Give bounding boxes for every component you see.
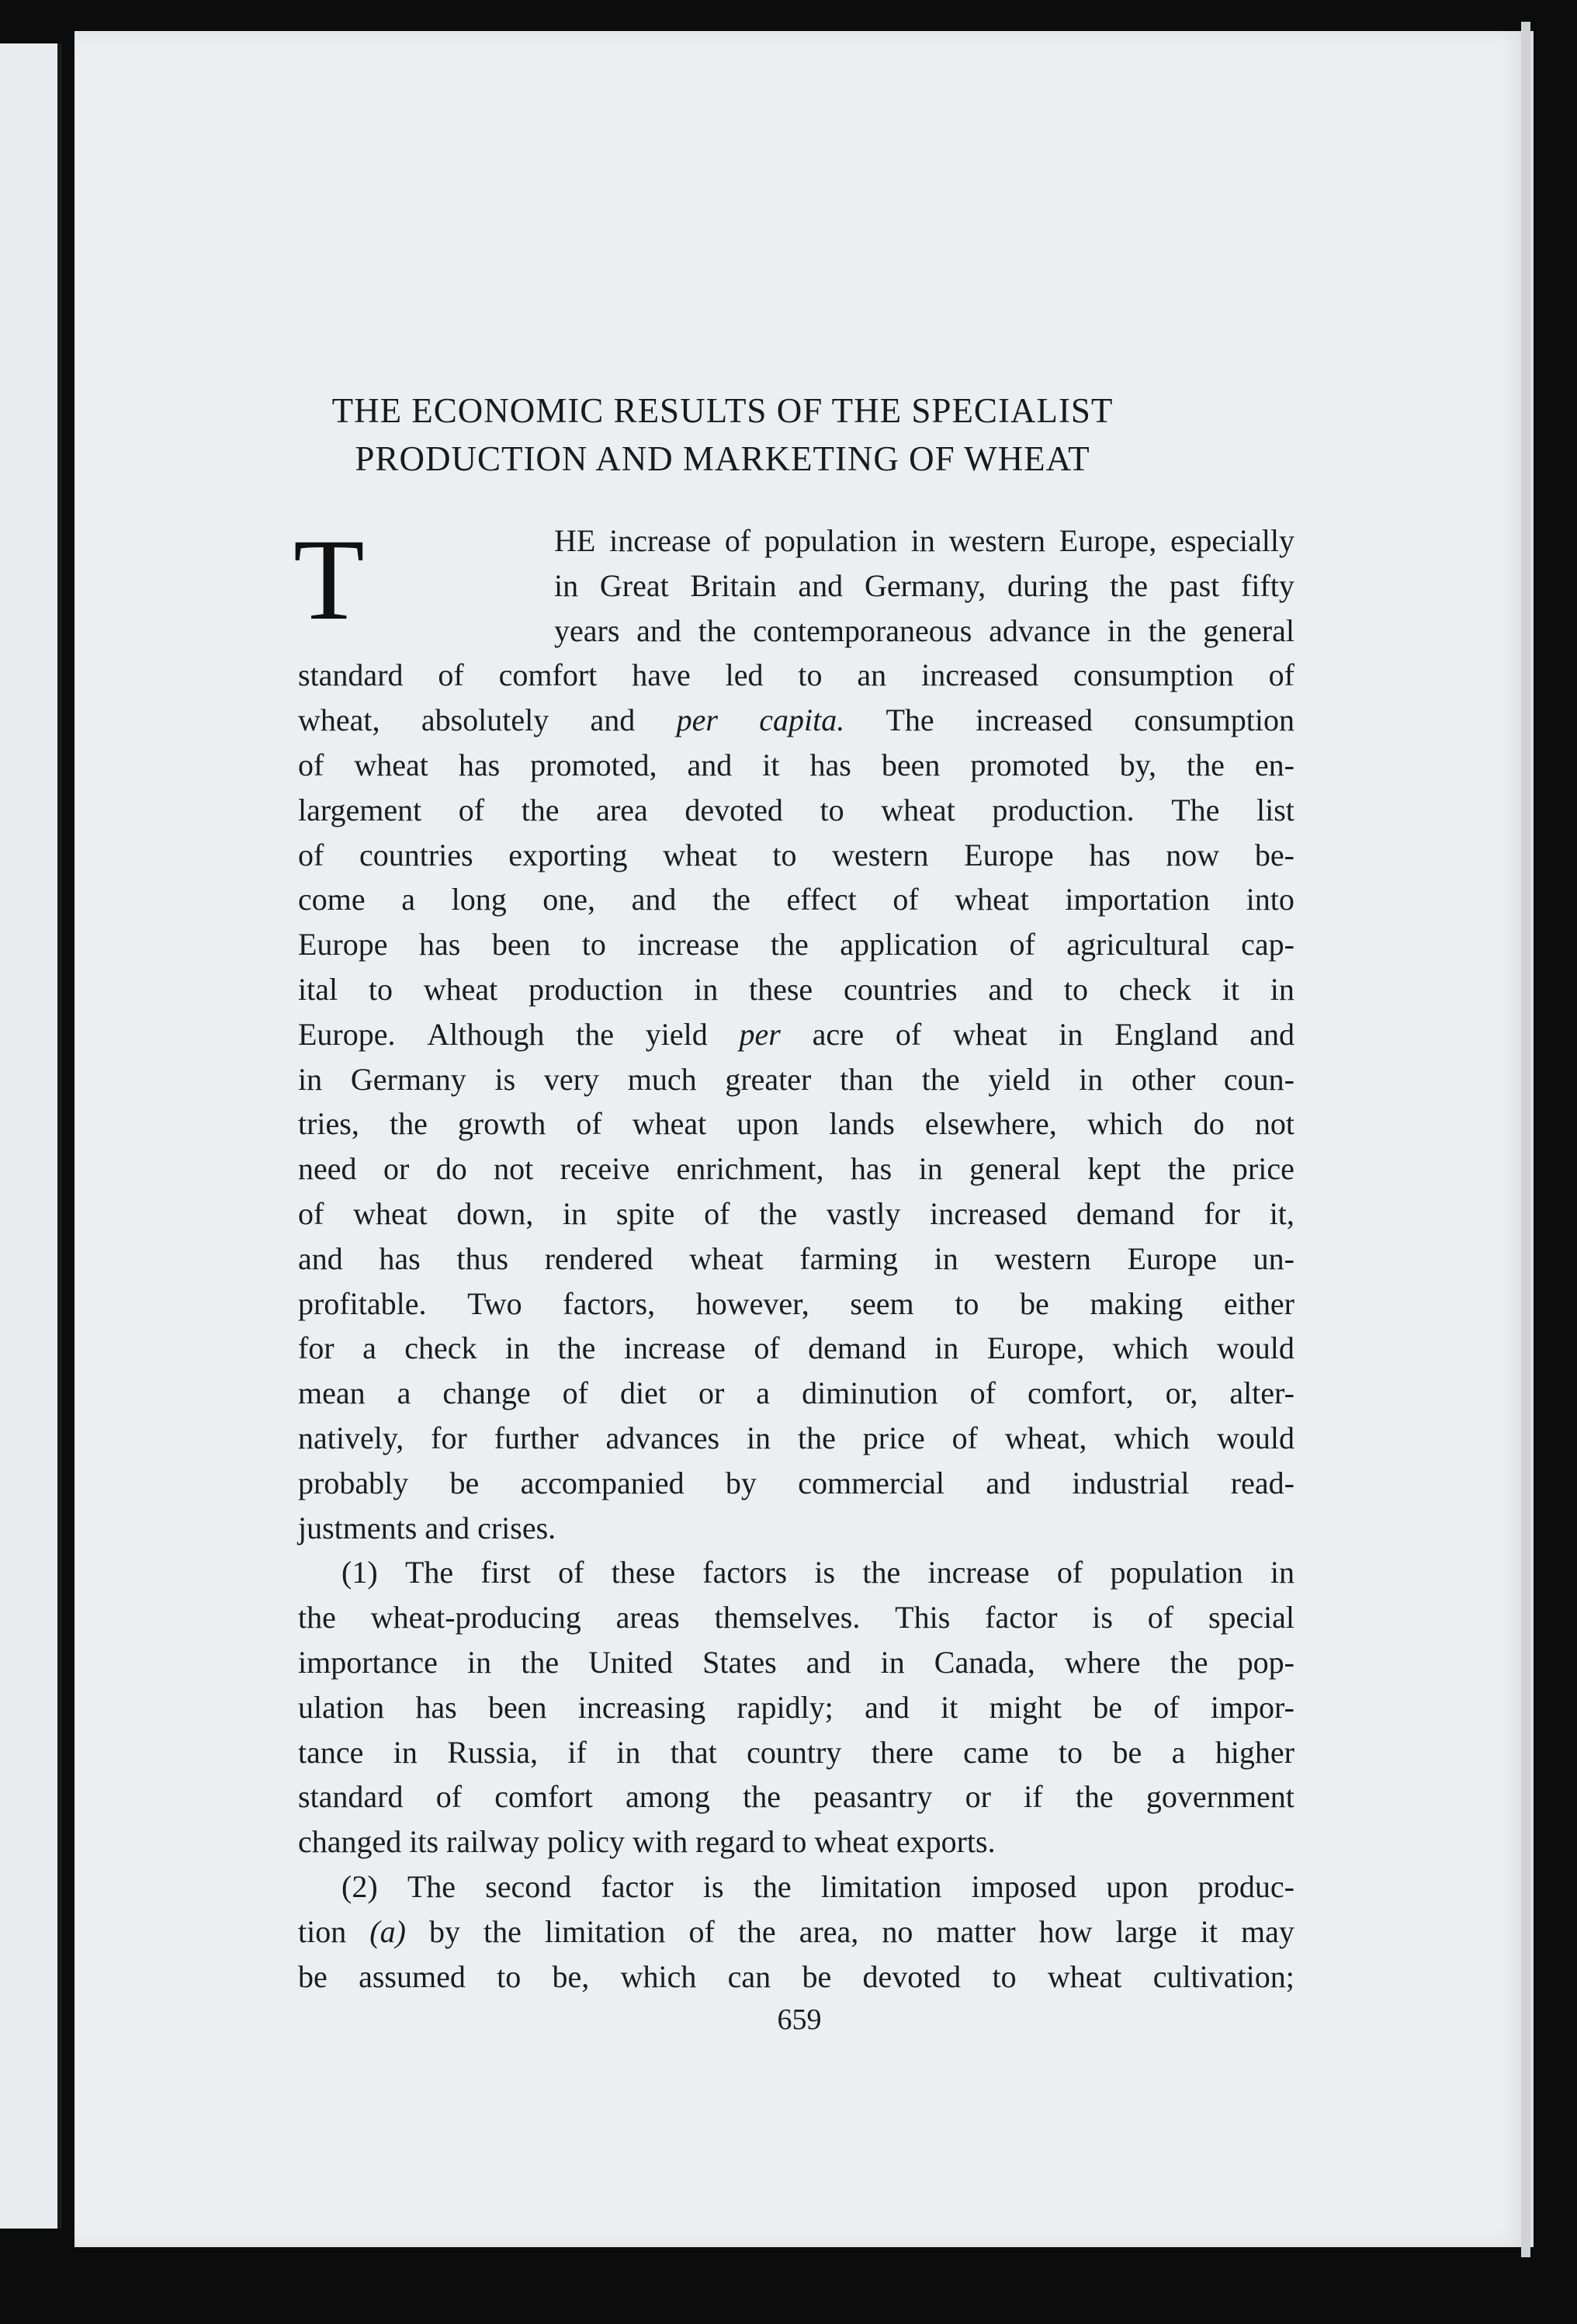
body-line: mean a change of diet or a diminution of comfort, or, alter- (298, 1375, 1295, 1411)
body-line: wheat, absolutely and per capita. The increased consumption (298, 702, 1295, 738)
page-number: 659 (777, 2003, 822, 2036)
body-line: in Great Britain and Germany, during the past fifty (554, 567, 1295, 603)
title-line-1: THE ECONOMIC RESULTS OF THE SPECIALIST (331, 391, 1114, 430)
body-line: (2) The second factor is the limitation imposed upon produc- (341, 1868, 1295, 1904)
body-line: of wheat down, in spite of the vastly increased demand for it, (298, 1195, 1295, 1231)
body-line: the wheat-producing areas themselves. This factor is of special (298, 1600, 1295, 1635)
body-line: justments and crises. (298, 1510, 556, 1545)
body-line: HE increase of population in western Europe, especially (554, 523, 1295, 558)
body-line: natively, for further advances in the price of wheat, which would (298, 1420, 1295, 1455)
drop-cap: T (293, 515, 365, 644)
body-line: years and the contemporaneous advance in the general (554, 612, 1295, 648)
body-line: Europe has been to increase the application of agricultural cap- (298, 927, 1295, 963)
body-line: importance in the United States and in Canada, where the pop- (298, 1644, 1295, 1680)
body-line: tance in Russia, if in that country there came to be a higher (298, 1734, 1295, 1770)
article-body (298, 519, 1295, 1999)
body-line: profitable. Two factors, however, seem to be making either (298, 1285, 1295, 1321)
body-line: be assumed to be, which can be devoted to wheat cultivation; (298, 1958, 1295, 1994)
body-line: of countries exporting wheat to western Europe has now be- (298, 837, 1295, 872)
body-line: tion (a) by the limitation of the area, no matter how large it may (298, 1913, 1295, 1949)
body-line: ital to wheat production in these countries and to check it in (298, 971, 1295, 1007)
body-line: tries, the growth of wheat upon lands elsewhere, which do not (298, 1106, 1295, 1142)
body-line: for a check in the increase of demand in Europe, which would (298, 1330, 1295, 1366)
facing-page-edge (0, 43, 62, 2229)
body-line: in Germany is very much greater than the yield in other coun- (298, 1061, 1295, 1097)
body-line: come a long one, and the effect of wheat importation into (298, 882, 1295, 917)
page-fore-edge (1521, 22, 1530, 2257)
body-line: (1) The first of these factors is the increase of population in (341, 1555, 1295, 1590)
body-line: standard of comfort among the peasantry or if the government (298, 1779, 1295, 1815)
body-line: probably be accompanied by commercial and industrial read- (298, 1465, 1295, 1500)
body-line: Europe. Although the yield per acre of wheat in England and (298, 1016, 1295, 1052)
body-line: of wheat has promoted, and it has been promoted by, the en- (298, 747, 1295, 782)
body-line: ulation has been increasing rapidly; and it might be of impor- (298, 1689, 1295, 1725)
title-line-2: PRODUCTION AND MARKETING OF WHEAT (355, 439, 1090, 478)
body-line: changed its railway policy with regard to wheat exports. (298, 1824, 996, 1860)
body-line: and has thus rendered wheat farming in western Europe un- (298, 1240, 1295, 1276)
body-line: need or do not receive enrichment, has in general kept the price (298, 1151, 1295, 1187)
body-line: standard of comfort have led to an increased consumption of (298, 657, 1295, 693)
article-title (241, 387, 1204, 483)
body-line: largement of the area devoted to wheat production. The list (298, 792, 1295, 827)
